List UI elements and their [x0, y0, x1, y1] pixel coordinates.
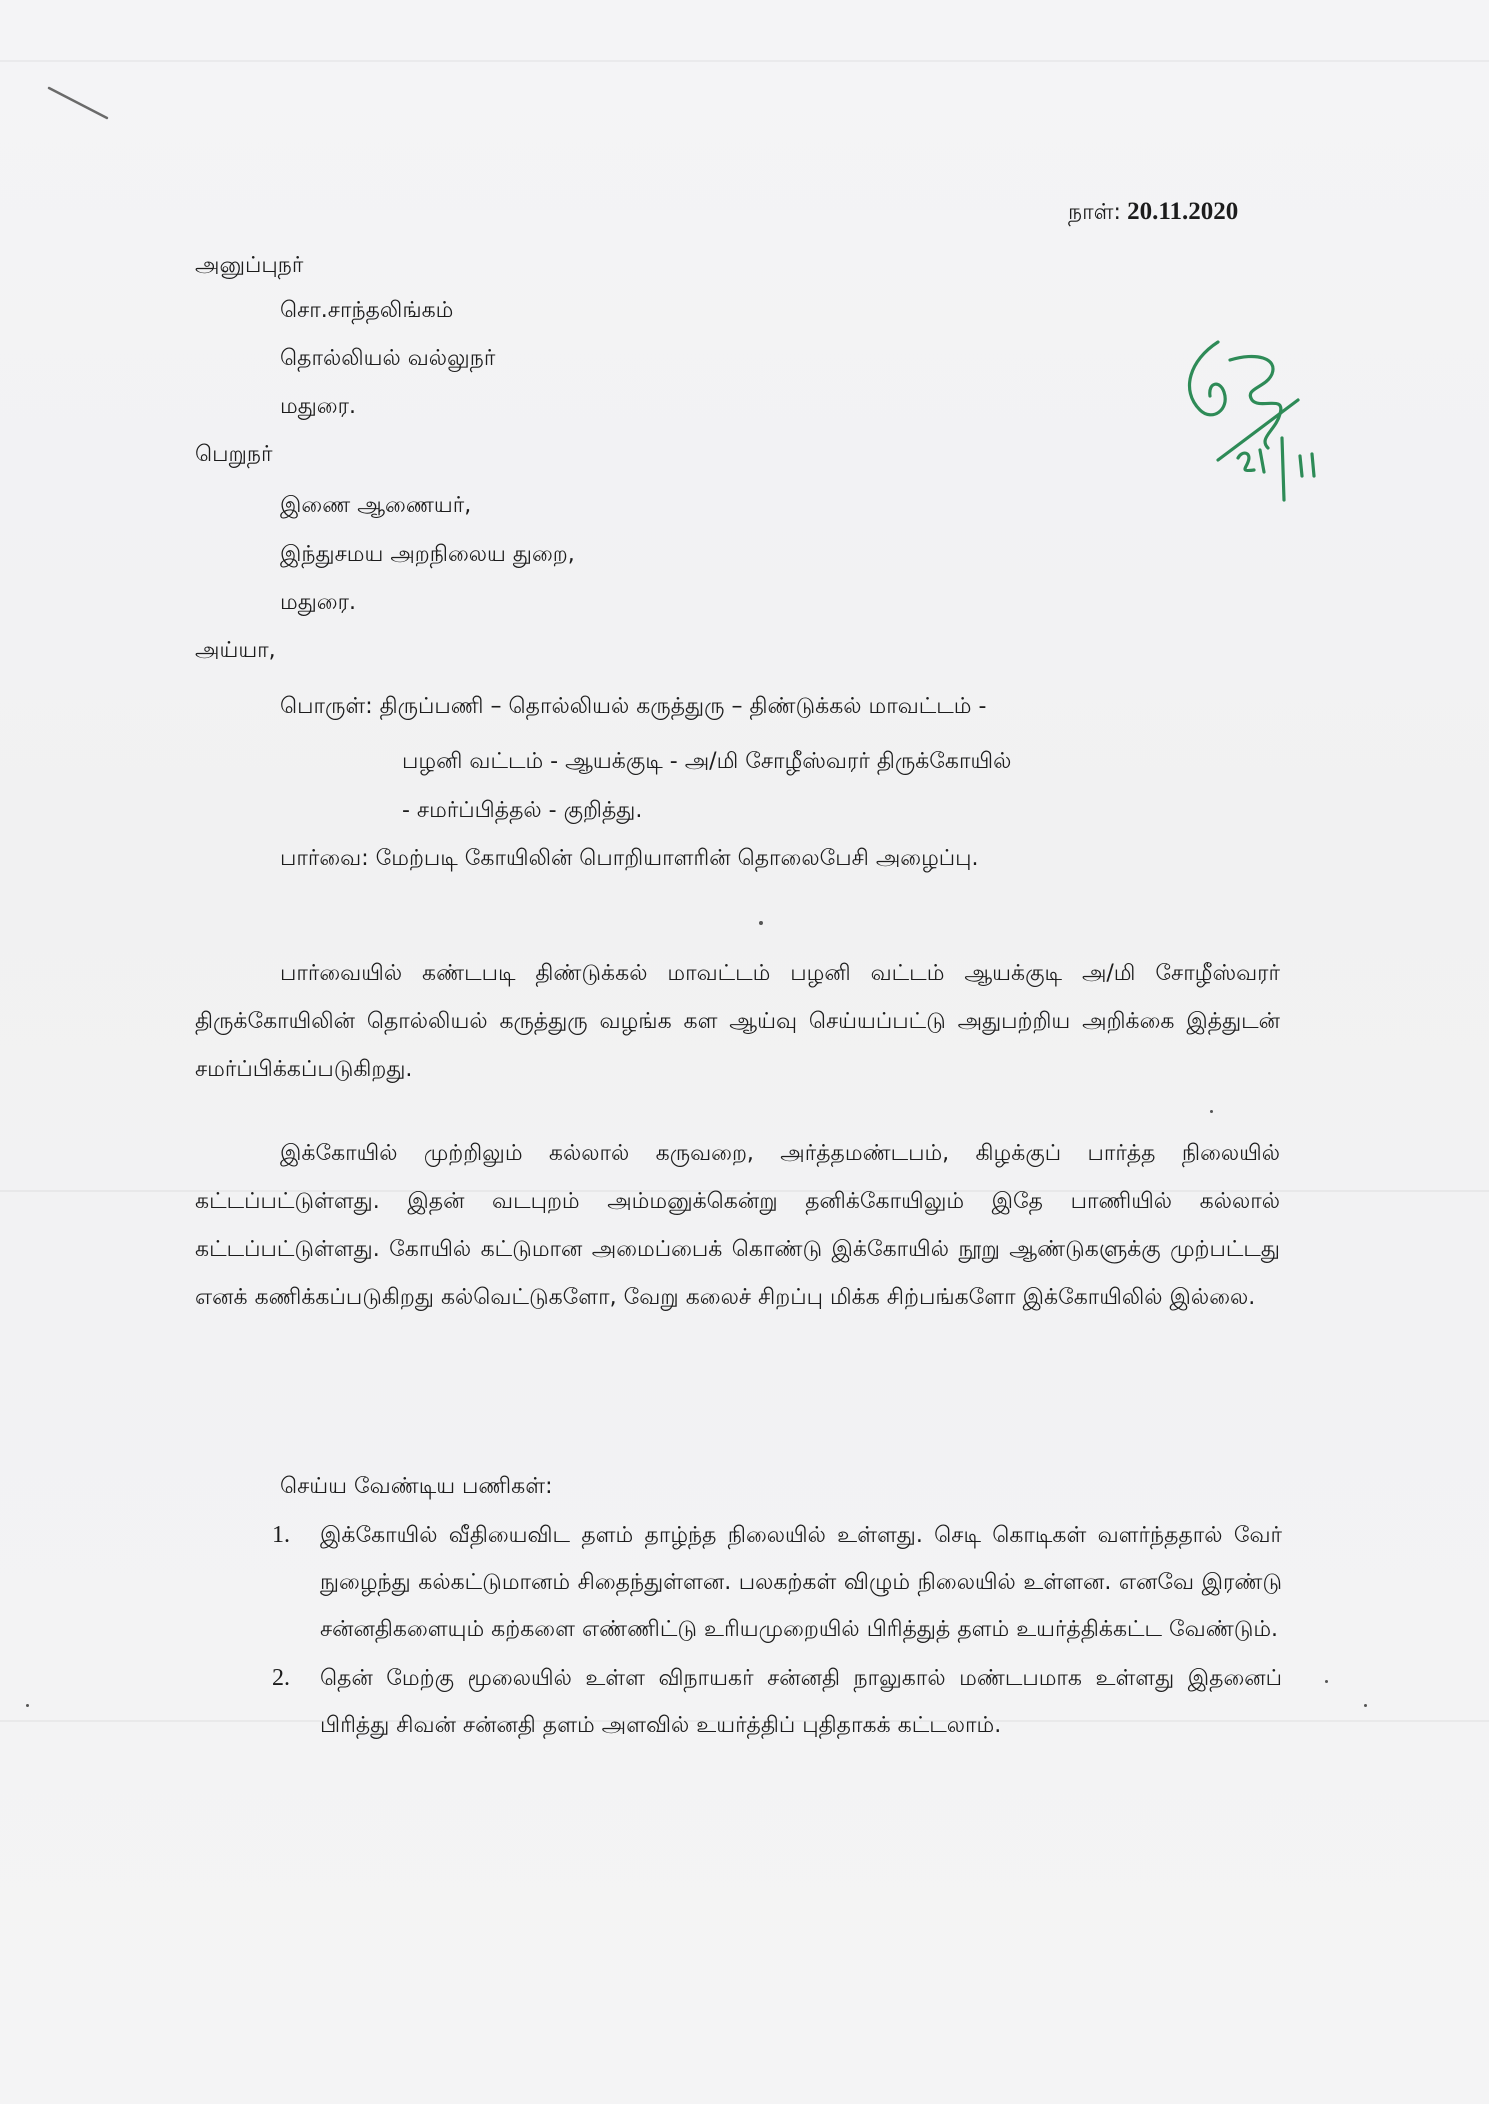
date-label: நாள்: [1068, 200, 1121, 225]
speck [1210, 1110, 1213, 1113]
works-heading: செய்ய வேண்டிய பணிகள்: [280, 1474, 553, 1499]
list-item-number: 1. [272, 1522, 290, 1548]
date-line [1068, 197, 1238, 228]
body-paragraph: இக்கோயில் முற்றிலும் கல்லால் கருவறை, அர்த்தமண்டபம், கிழக்குப் பார்த்த நிலையில் கட்டப்பட்டுள்ளது. இதன் வடபுறம் அம்மனுக்கென்று தனிக்கோயிலும் இதே பாணியில் கல்லால் கட்டப்பட்டுள்ளது. கோயில் கட்டுமான அமைப்பைக் கொண்டு இக்கோயில் நூறு ஆண்டுகளுக்கு முற்பட்டது எனக் கணிக்கப்படுகிறது கல்வெட்டுகளோ, வேறு கலைச் சிறப்பு மிக்க சிற்பங்களோ இக்கோயிலில் இல்லை. [195, 1141, 1280, 1310]
recipient-city: மதுரை. [280, 590, 356, 615]
body-paragraph: பார்வையில் கண்டபடி திண்டுக்கல் மாவட்டம் பழனி வட்டம் ஆயக்குடி அ/மி சோழீஸ்வரர் திருக்கோயிலின் தொல்லியல் கருத்துரு வழங்க கள ஆய்வு செய்யப்பட்டு அதுபற்றிய அறிக்கை இத்துடன் சமர்ப்பிக்கப்படுகிறது. [195, 961, 1280, 1082]
speck [1325, 1680, 1328, 1683]
list-item [272, 1655, 1282, 1749]
sender-title: தொல்லியல் வல்லுநர் [280, 346, 496, 371]
list-item-text: இக்கோயில் வீதியைவிட தளம் தாழ்ந்த நிலையில் உள்ளது. செடி கொடிகள் வளர்ந்ததால் வேர் நுழைந்து கல்கட்டுமானம் சிதைந்துள்ளன. பலகற்கள் விழும் நிலையில் உள்ளன. எனவே இரண்டு சன்னதிகளையும் கற்களை எண்ணிட்டு உரியமுறையில் பிரித்துத் தளம் உயர்த்திக்கட்ட வேண்டும். [320, 1523, 1282, 1642]
recipient-title: இணை ஆணையர், [280, 493, 472, 518]
list-item [272, 1512, 1282, 1653]
date-value: 20.11.2020 [1127, 198, 1239, 225]
subject-line: பொருள்: திருப்பணி – தொல்லியல் கருத்துரு – திண்டுக்கல் மாவட்டம் - [280, 694, 987, 719]
speck [1364, 1704, 1367, 1707]
recipient-heading: பெறுநர் [195, 442, 273, 467]
subject-line: பழனி வட்டம் - ஆயக்குடி - அ/மி சோழீஸ்வரர் திருக்கோயில் [402, 749, 1012, 774]
works-list [272, 1512, 1282, 1751]
reference-line: பார்வை: மேற்படி கோயிலின் பொறியாளரின் தொலைபேசி அழைப்பு. [280, 846, 979, 871]
list-item-text: தென் மேற்கு மூலையில் உள்ள விநாயகர் சன்னதி நாலுகால் மண்டபமாக உள்ளது இதனைப் பிரித்து சிவன் சன்னதி தளம் அளவில் உயர்த்திப் புதிதாகக் கட்டலாம். [320, 1666, 1282, 1738]
paper-fold [0, 60, 1489, 62]
subject-line: - சமர்ப்பித்தல் - குறித்து. [402, 798, 643, 823]
speck [26, 1704, 29, 1707]
list-item-number: 2. [272, 1665, 290, 1691]
sender-city: மதுரை. [280, 394, 356, 419]
speck [759, 921, 763, 925]
sender-name: சொ.சாந்தலிங்கம் [280, 298, 454, 323]
pen-mark [45, 82, 115, 124]
handwritten-signature [1160, 330, 1360, 510]
salutation: அய்யா, [195, 638, 276, 663]
recipient-department: இந்துசமய அறநிலைய துறை, [280, 542, 575, 567]
sender-heading: அனுப்புநர் [195, 253, 304, 278]
